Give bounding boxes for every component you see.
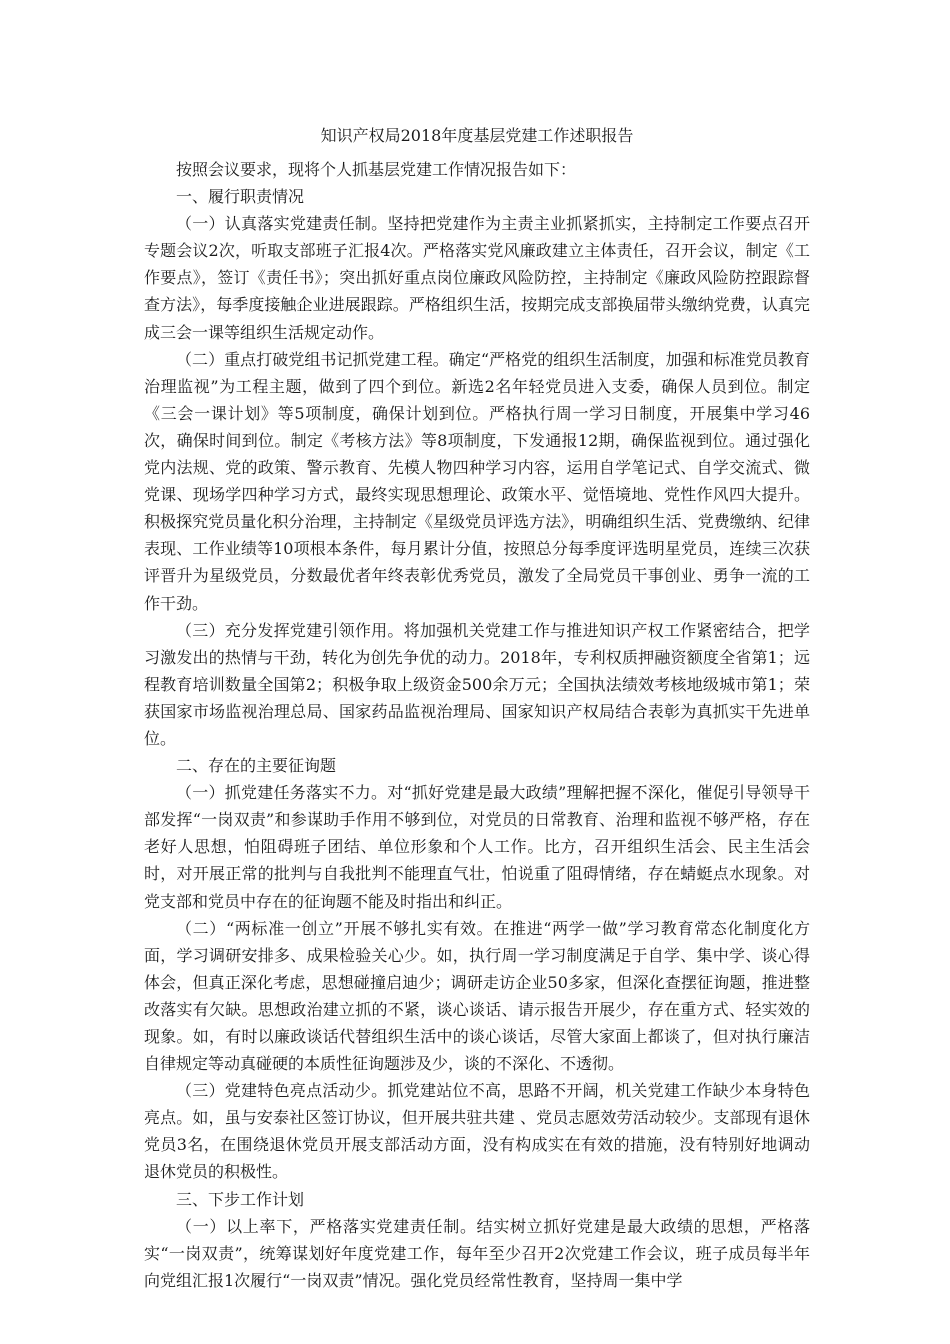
section-1-paragraph-2: （二）重点打破党组书记抓党建工程。确定“严格党的组织生活制度，加强和标准党员教育治理监视”为工程主题，做到了四个到位。新选2名年轻党员进入支委，确保人员到位。制定《三会一课计划》等5项制度，确保计划到位。严格执行周一学习日制度，开展集中学习46次，确保时间到位。制定《考核方法》等8项制度，下发通报12期，确保监视到位。通过强化党内法规、党的政策、警示教育、先模人物四种学习内容，运用自学笔记式、自学交流式、微党课、现场学四种学习方式，最终实现思想理论、政策水平、觉悟境地、党性作风四大提升。积极探究党员量化积分治理，主持制定《星级党员评选方法》，明确组织生活、党费缴纳、纪律表现、工作业绩等10项根本条件，每月累计分值，按照总分每季度评选明星党员，连续三次获评晋升为星级党员，分数最优者年终表彰优秀党员，激发了全局党员干事创业、勇争一流的工作干劲。 (144, 349, 810, 613)
intro-paragraph: 按照会议要求，现将个人抓基层党建工作情况报告如下： (176, 160, 577, 179)
section-2-paragraph-2: （二）“两标准一创立”开展不够扎实有效。在推进“两学一做”学习教育常态化制度化方面，学习调研安排多、成果检验关心少。如，执行周一学习制度满足于自学、集中学、谈心得体会，但真正深化考虑，思想碰撞启迪少；调研走访企业50多家，但深化查摆征询题，推进整改落实有欠缺。思想政治建立抓的不紧，谈心谈话、请示报告开展少，存在重方式、轻实效的现象。如，有时以廉政谈话代替组织生活中的谈心谈话，尽管大家面上都谈了，但对执行廉洁自律规定等动真碰硬的本质性征询题涉及少，谈的不深化、不透彻。 (144, 918, 810, 1074)
document-page (144, 116, 810, 1294)
section-heading-3: 三、下步工作计划 (176, 1189, 305, 1209)
section-1-paragraph-1: （一）认真落实党建责任制。坚持把党建作为主责主业抓紧抓实，主持制定工作要点召开专题会议2次，听取支部班子汇报4次。严格落实党风廉政建立主体责任，召开会议，制定《工作要点》，签订《责任书》；突出抓好重点岗位廉政风险防控，主持制定《廉政风险防控跟踪督查方法》，每季度接触企业进展跟踪。严格组织生活，按期完成支部换届带头缴纳党费，认真完成三会一课等组织生活规定动作。 (144, 214, 810, 342)
section-2-paragraph-3: （三）党建特色亮点活动少。抓党建站位不高，思路不开阔，机关党建工作缺少本身特色亮点。如，虽与安泰社区签订协议，但开展共驻共建 、党员志愿效劳活动较少。支部现有退休党员3名，在围绕退休党员开展支部活动方面，没有构成实在有效的措施，没有特别好地调动退休党员的积极性。 (144, 1081, 810, 1182)
section-1-paragraph-3: （三）充分发挥党建引领作用。将加强机关党建工作与推进知识产权工作紧密结合，把学习激发出的热情与干劲，转化为创先争优的动力。2018年，专利权质押融资额度全省第1；远程教育培训数量全国第2；积极争取上级资金500余万元；全国执法绩效考核地级城市第1；荣获国家市场监视治理总局、国家药品监视治理局、国家知识产权局结合表彰为真抓实干先进单位。 (144, 620, 810, 748)
section-heading-1: 一、履行职责情况 (176, 187, 305, 207)
document-title: 知识产权局2018年度基层党建工作述职报告 (320, 126, 634, 145)
section-heading-2: 二、存在的主要征询题 (176, 756, 337, 776)
section-3-paragraph-1: （一）以上率下，严格落实党建责任制。结实树立抓好党建是最大政绩的思想，严格落实“一岗双责”，统筹谋划好年度党建工作，每年至少召开2次党建工作会议，班子成员每半年向党组汇报1次履行“一岗双责”情况。强化党员经常性教育，坚持周一集中学 (144, 1216, 810, 1290)
section-2-paragraph-1: （一）抓党建任务落实不力。对“抓好党建是最大政绩”理解把握不深化，催促引导领导干部发挥“一岗双责”和参谋助手作用不够到位，对党员的日常教育、治理和监视不够严格，存在老好人思想，怕阻碍班子团结、单位形象和个人工作。比方，召开组织生活会、民主生活会时，对开展正常的批判与自我批判不能理直气壮，怕说重了阻碍情绪，存在蜻蜓点水现象。对党支部和党员中存在的征询题不能及时指出和纠正。 (144, 783, 810, 911)
